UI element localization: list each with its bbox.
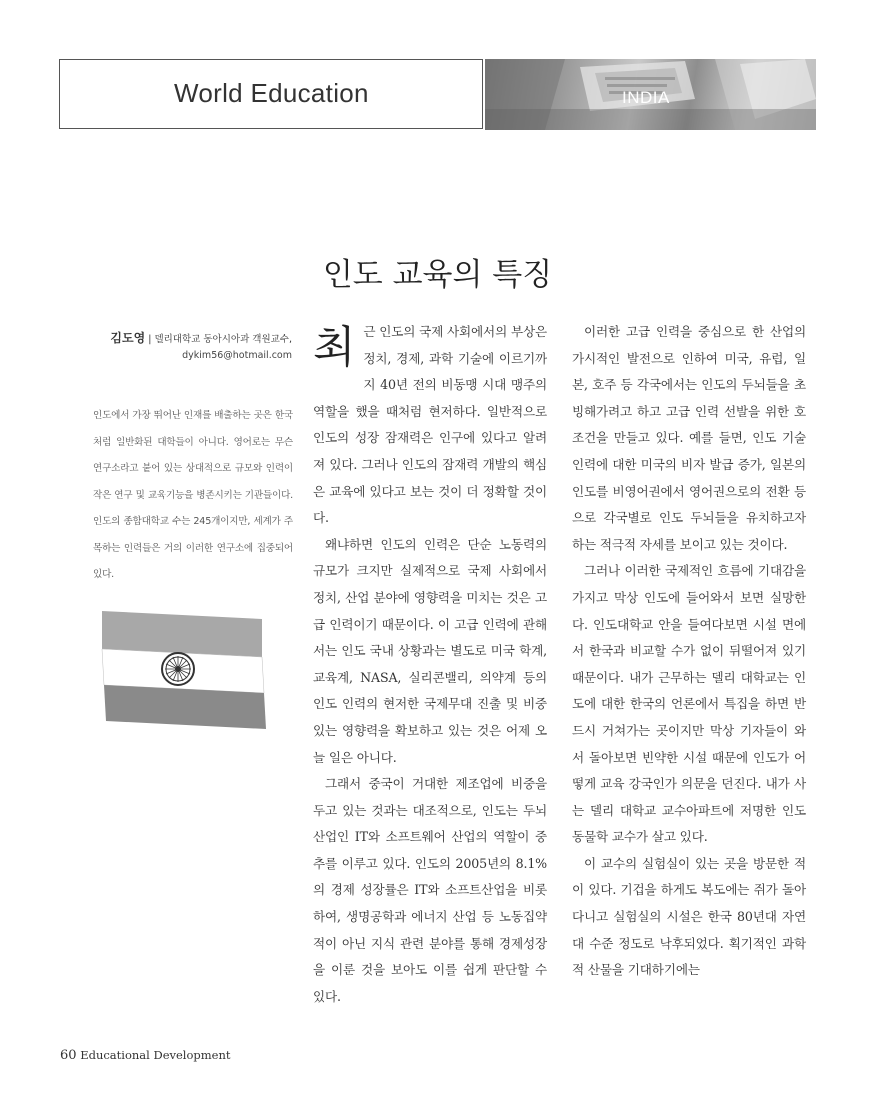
article-summary: 인도에서 가장 뛰어난 인재를 배출하는 곳은 한국처럼 일반화된 대학들이 아니다. 영어로는 무슨 연구소라고 붙어 있는 상대적으로 규모와 인력이 작은 연구 및 교육기능을 병존시키는 기관들이다. 인도의 종합대학교 수는 245개이지만, 세계가 주목하는 인력들은 거의 이러한 연구소에 집중되어 있다. xyxy=(93,410,293,580)
body-column-2 xyxy=(572,319,806,984)
publication-name: Educational Development xyxy=(80,1048,231,1062)
author-name: 김도영 xyxy=(110,331,146,345)
author-email: dykim56@hotmail.com xyxy=(182,350,292,361)
flag-graphic xyxy=(100,609,270,731)
author-affiliation: 델리대학교 동아시아과 객원교수, xyxy=(154,334,292,345)
paragraph: 왜냐하면 인도의 인력은 단순 노동력의 규모가 크지만 실제적으로 국제 사회에서 정치, 산업 분야에 영향력을 미치는 것은 고급 인력이기 때문이다. 이 고급 인력에 관해서는 인도 국내 상황과는 별도로 미국 학계, 교육계, NASA, 실리콘밸리, 의약계 등의 인도 인력의 현저한 국제무대 진출 및 비중 있는 영향력을 확보하고 있는 것은 어제 오늘 일은 아니다. xyxy=(313,536,547,765)
page-footer xyxy=(60,1048,231,1063)
paragraph: 이러한 고급 인력을 중심으로 한 산업의 가시적인 발전으로 인하여 미국, 유럽, 일본, 호주 등 각국에서는 인도의 두뇌들을 초빙해가려고 하고 고급 인력 선발을 위한 호조건을 만들고 있다. 예를 들면, 인도 기술 인력에 대한 미국의 비자 발급 증가, 일본의 인도를 비영어권에서 영어권으로의 전환 등으로 각국별로 인도 두뇌들을 유치하고자 하는 적극적 자세를 보이고 있는 것이다. xyxy=(572,324,806,552)
paragraph: 이 교수의 실험실이 있는 곳을 방문한 적이 있다. 기겁을 하게도 복도에는 쥐가 돌아다니고 실험실의 시설은 한국 80년대 자연대 수준 정도로 낙후되었다. 획기적인 과학적 산물을 기대하기에는 xyxy=(572,855,806,978)
paragraph: 그러나 이러한 국제적인 흐름에 기대감을 가지고 막상 인도에 들어와서 보면 실망한다. 인도대학교 안을 들여다보면 시설 면에서 한국과 비교할 수가 없이 뒤떨어져 있기 때문이다. 내가 근무하는 델리 대학교는 인도에 대한 한국의 언론에서 특집을 하면 반드시 거쳐가는 곳이지만 막상 기자들이 와서 돌아보면 빈약한 시설 때문에 인도가 어떻게 교육 강국인가 의문을 던진다. 내가 사는 델리 대학교 교수아파트에 저명한 인도 동물학 교수가 살고 있다. xyxy=(572,563,806,845)
india-flag-image xyxy=(100,609,270,731)
drop-cap: 최 xyxy=(313,322,356,373)
body-column-1 xyxy=(313,319,547,1010)
paragraph: 근 인도의 국제 사회에서의 부상은 정치, 경제, 과학 기술에 이르기까지 40년 전의 비동맹 시대 맹주의 역할을 했을 때처럼 현저하다. 일반적으로 인도의 성장 잠재력은 인구에 있다고 알려져 있다. 그러나 인도의 잠재력 개발의 핵심은 교육에 있다고 보는 것이 더 정확할 것이다. xyxy=(313,324,547,526)
country-label: INDIA xyxy=(622,88,670,107)
author-byline xyxy=(60,329,292,346)
article-title: 인도 교육의 특징 xyxy=(322,257,553,293)
paragraph: 그래서 중국이 거대한 제조업에 비중을 두고 있는 것과는 대조적으로, 인도는 두뇌산업인 IT와 소프트웨어 산업의 역할이 중추를 이루고 있다. 인도의 2005년의 8.1%의 경제 성장률은 IT와 소프트산업을 비롯하여, 생명공학과 에너지 산업 등 노동집약적이 아닌 지식 관련 분야를 통해 경제성장을 이룬 것을 보아도 이를 쉽게 판단할 수 있다. xyxy=(313,776,547,1004)
page-number: 60 xyxy=(60,1048,77,1063)
author-separator: | xyxy=(148,334,152,345)
section-title: World Education xyxy=(174,78,369,108)
